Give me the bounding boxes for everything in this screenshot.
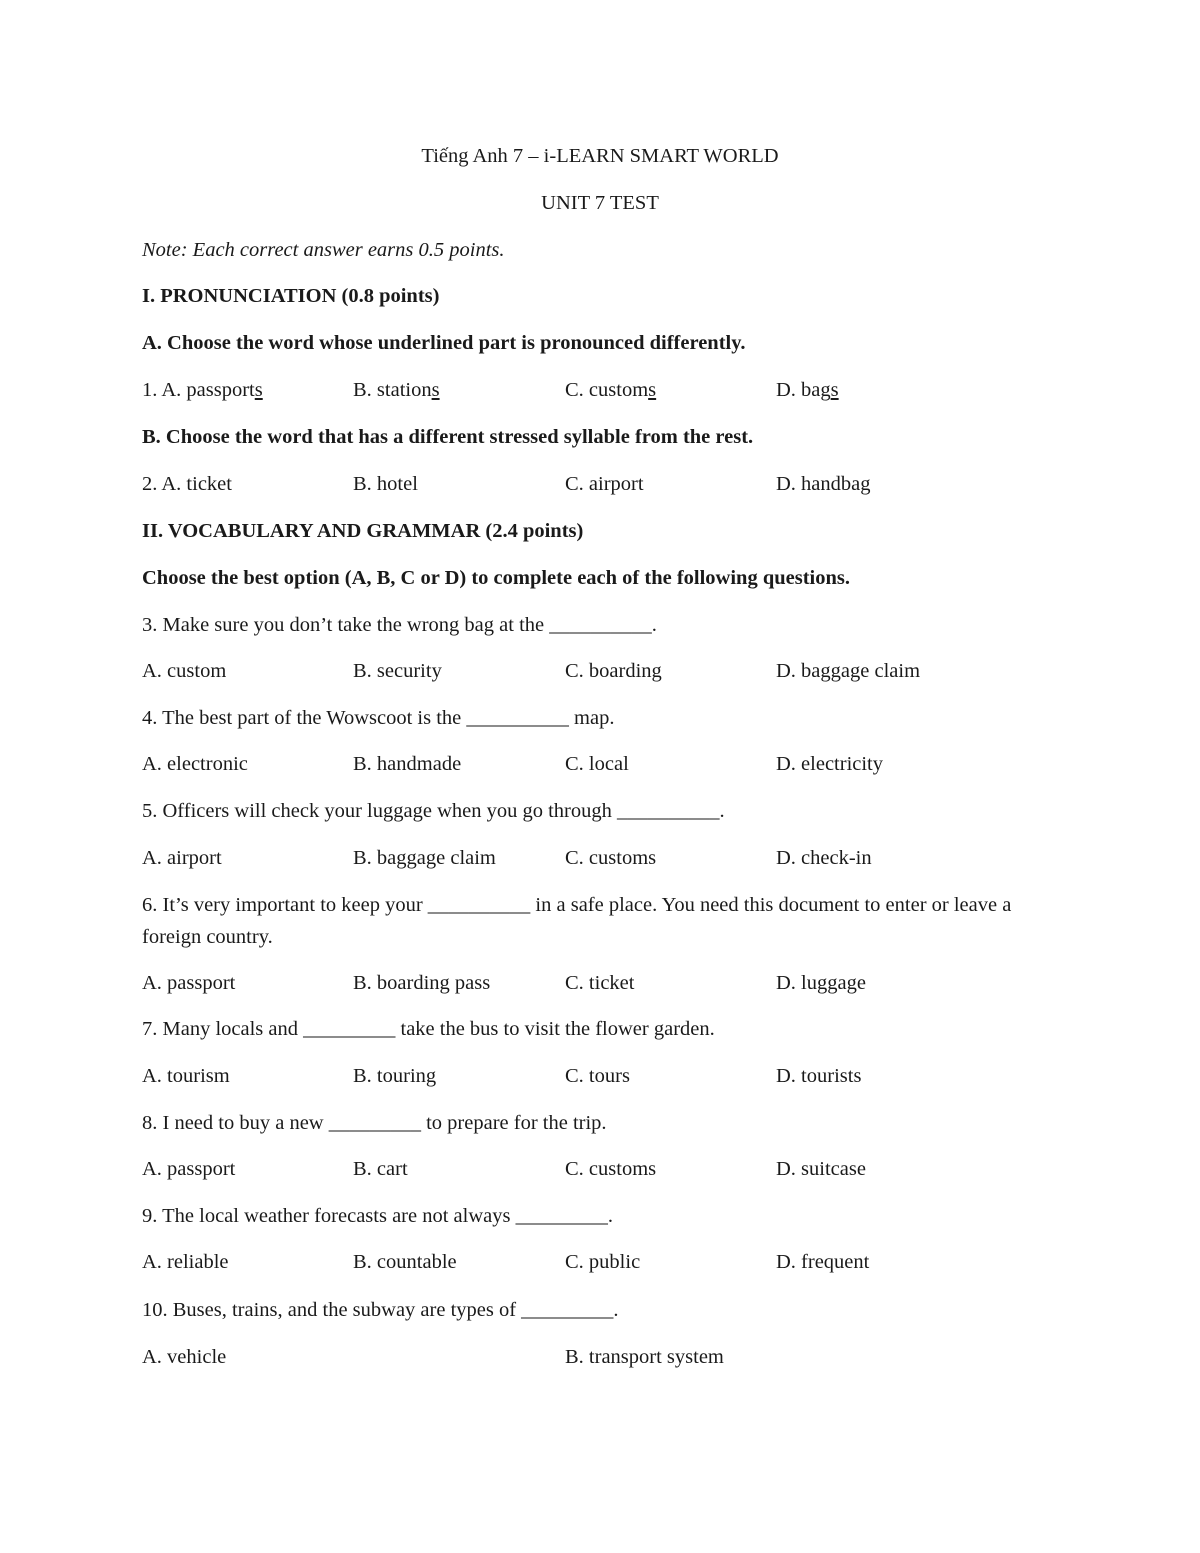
q3-option-d: D. baggage claim: [776, 660, 921, 682]
q1-option-b: B. stations: [353, 379, 440, 401]
part-a-instruction: A. Choose the word whose underlined part is pronounced differently.: [142, 332, 746, 354]
question-7-text: 7. Many locals and _________ take the bus to visit the flower garden.: [142, 1018, 715, 1040]
question-5-text: 5. Officers will check your luggage when you go through __________.: [142, 800, 725, 822]
note-text: Note: Each correct answer earns 0.5 points.: [142, 239, 505, 261]
q3-option-b: B. security: [353, 660, 442, 682]
unit-title: UNIT 7 TEST: [541, 192, 659, 214]
q8-option-c: C. customs: [565, 1158, 657, 1180]
question-8-text: 8. I need to buy a new _________ to prepare for the trip.: [142, 1112, 607, 1134]
q5-option-b: B. baggage claim: [353, 847, 496, 869]
vocabulary-instruction: Choose the best option (A, B, C or D) to complete each of the following questions.: [142, 567, 850, 589]
question-4-text: 4. The best part of the Wowscoot is the __________ map.: [142, 707, 615, 729]
question-3-text: 3. Make sure you don’t take the wrong bag at the __________.: [142, 614, 657, 636]
q10-option-a: A. vehicle: [142, 1346, 227, 1368]
q1-option-a: 1. A. passports: [142, 379, 263, 401]
q2-option-b: B. hotel: [353, 473, 418, 495]
q8-option-d: D. suitcase: [776, 1158, 866, 1180]
question-9-text: 9. The local weather forecasts are not always _________.: [142, 1205, 613, 1227]
q9-option-c: C. public: [565, 1251, 641, 1273]
question-8-options: [142, 1157, 1142, 1181]
q8-option-a: A. passport: [142, 1158, 236, 1180]
q1-option-d: D. bags: [776, 379, 839, 401]
question-9-options: [142, 1250, 1142, 1274]
part-b-instruction: B. Choose the word that has a different stressed syllable from the rest.: [142, 426, 754, 448]
question-6-text: 6. It’s very important to keep your __________ in a safe place. You need this document to enter or leave a foreign country.: [142, 894, 1012, 948]
q4-option-b: B. handmade: [353, 753, 462, 775]
q2-option-d: D. handbag: [776, 473, 871, 495]
question-10-text: 10. Buses, trains, and the subway are types of _________.: [142, 1299, 619, 1321]
q2-option-c: C. airport: [565, 473, 644, 495]
question-3-options: [142, 659, 1142, 683]
q7-option-b: B. touring: [353, 1065, 437, 1087]
q10-option-b: B. transport system: [565, 1346, 724, 1368]
question-1-options: [142, 378, 1142, 402]
q8-option-b: B. cart: [353, 1158, 408, 1180]
section-vocabulary-heading: II. VOCABULARY AND GRAMMAR (2.4 points): [142, 520, 584, 542]
q7-option-d: D. tourists: [776, 1065, 862, 1087]
q3-option-c: C. boarding: [565, 660, 662, 682]
q9-option-a: A. reliable: [142, 1251, 229, 1273]
q6-option-a: A. passport: [142, 972, 236, 994]
question-2-options: [142, 472, 1142, 496]
q4-option-a: A. electronic: [142, 753, 248, 775]
section-pronunciation-heading: I. PRONUNCIATION (0.8 points): [142, 285, 440, 307]
q3-option-a: A. custom: [142, 660, 227, 682]
q7-option-a: A. tourism: [142, 1065, 230, 1087]
q5-option-d: D. check-in: [776, 847, 872, 869]
q7-option-c: C. tours: [565, 1065, 630, 1087]
q6-option-b: B. boarding pass: [353, 972, 491, 994]
q4-option-d: D. electricity: [776, 753, 884, 775]
question-5-options: [142, 846, 1142, 870]
q9-option-b: B. countable: [353, 1251, 457, 1273]
q2-option-a: 2. A. ticket: [142, 473, 232, 495]
document-title: Tiếng Anh 7 – i-LEARN SMART WORLD: [421, 145, 779, 167]
q4-option-c: C. local: [565, 753, 629, 775]
q6-option-c: C. ticket: [565, 972, 635, 994]
q5-option-a: A. airport: [142, 847, 222, 869]
question-4-options: [142, 752, 1142, 776]
question-7-options: [142, 1064, 1142, 1088]
q5-option-c: C. customs: [565, 847, 657, 869]
question-6-options: [142, 971, 1142, 995]
q9-option-d: D. frequent: [776, 1251, 870, 1273]
q1-option-c: C. customs: [565, 379, 657, 401]
q6-option-d: D. luggage: [776, 972, 866, 994]
question-10-options: [142, 1345, 1142, 1369]
